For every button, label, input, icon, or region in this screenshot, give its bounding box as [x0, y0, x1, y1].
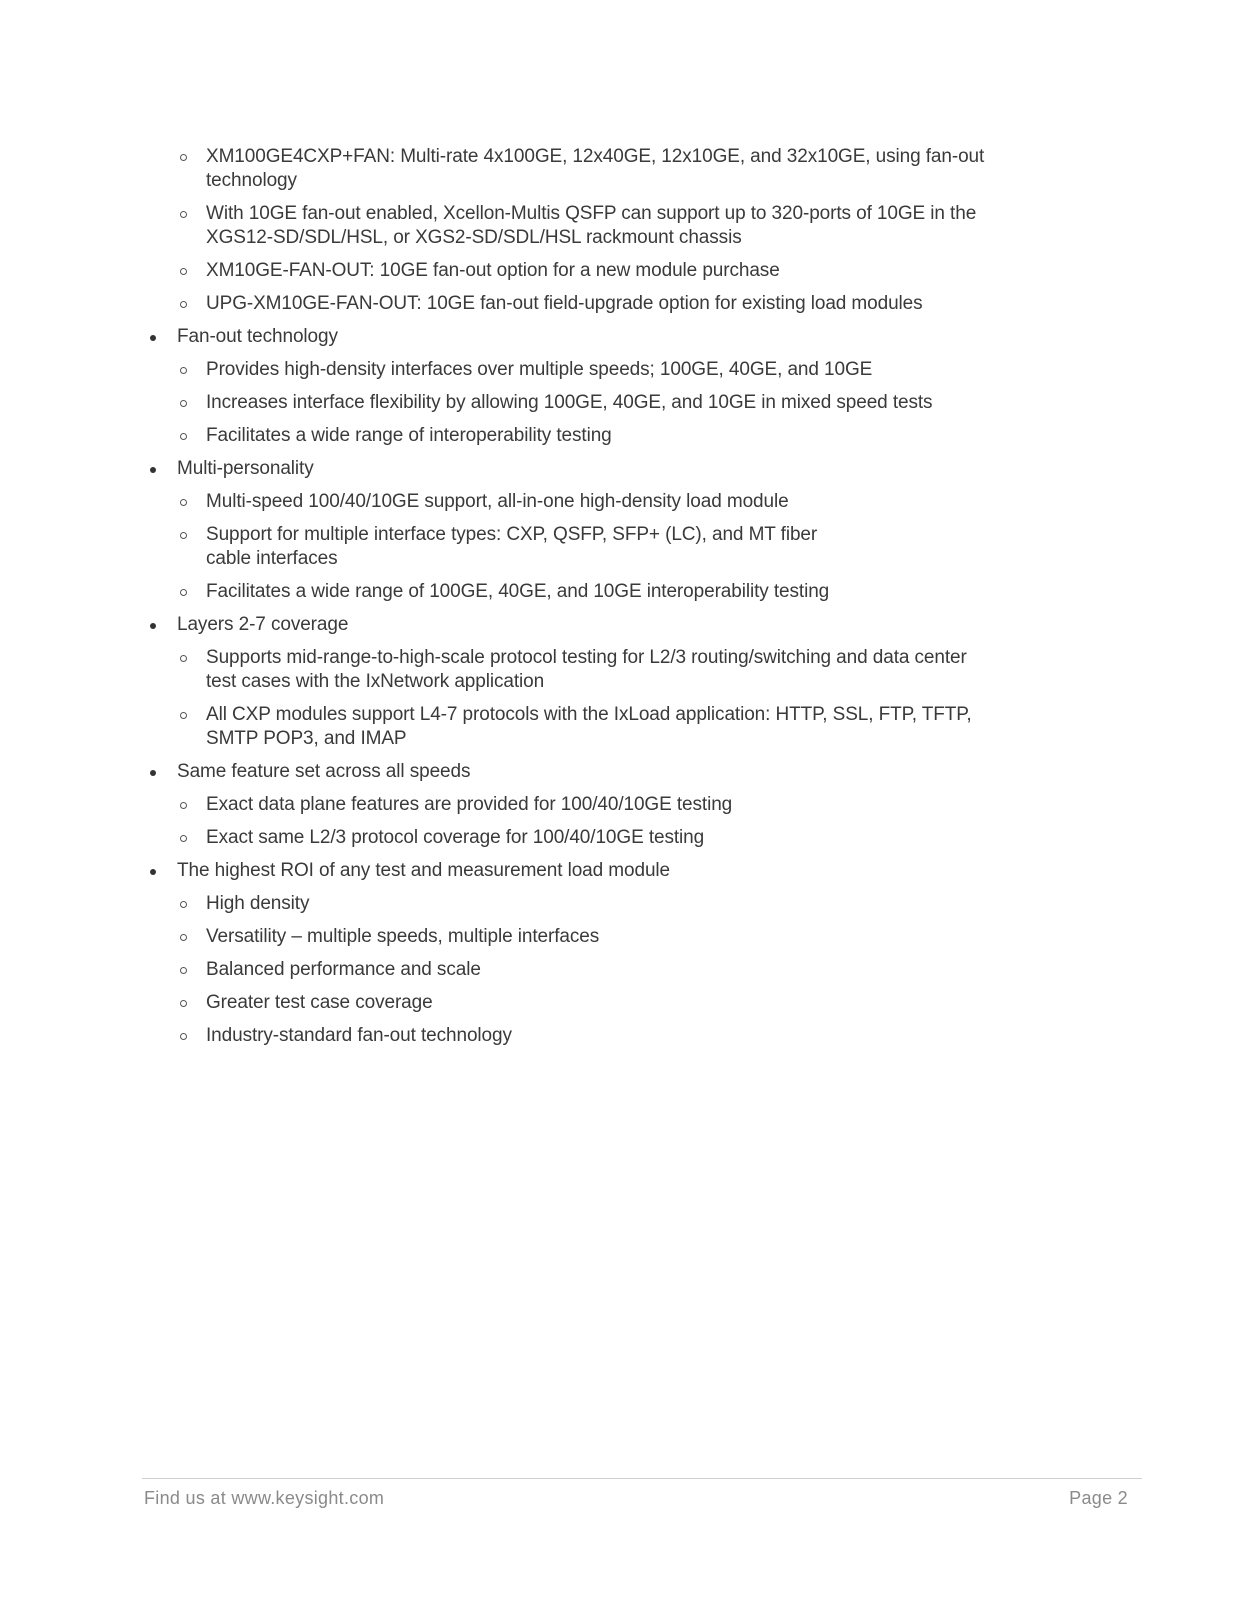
hollow-bullet-icon [180, 655, 187, 662]
list-item [0, 958, 996, 982]
list-item [0, 646, 996, 694]
list-item-text: Facilitates a wide range of 100GE, 40GE, and 10GE interoperability testing [206, 581, 830, 602]
filled-bullet-icon [150, 623, 156, 629]
list-item [0, 358, 996, 382]
filled-bullet-icon [150, 335, 156, 341]
list-item [0, 793, 996, 817]
list-item [0, 259, 996, 283]
footer-website-link[interactable]: Find us at www.keysight.com [144, 1488, 385, 1508]
hollow-bullet-icon [180, 934, 187, 941]
list-item [0, 145, 996, 193]
list-item-text: Exact same L2/3 protocol coverage for 100/40/10GE testing [206, 827, 705, 848]
list-item [0, 523, 866, 571]
list-item [0, 325, 1236, 349]
hollow-bullet-icon [180, 802, 187, 809]
list-item-text: Balanced performance and scale [206, 959, 481, 980]
list-item-text: The highest ROI of any test and measurement load module [177, 860, 670, 881]
hollow-bullet-icon [180, 1033, 187, 1040]
page-number: Page 2 [1069, 1488, 1128, 1508]
hollow-bullet-icon [180, 967, 187, 974]
list-item [0, 859, 1236, 883]
footer-divider [142, 1478, 1142, 1479]
list-item [0, 613, 1236, 637]
list-item-text: Increases interface flexibility by allowing 100GE, 40GE, and 10GE in mixed speed tests [206, 392, 933, 413]
list-item [0, 703, 996, 751]
filled-bullet-icon [150, 770, 156, 776]
hollow-bullet-icon [180, 211, 187, 218]
list-item-text: Fan-out technology [177, 326, 338, 347]
hollow-bullet-icon [180, 532, 187, 539]
list-item-text: Support for multiple interface types: CXP, QSFP, SFP+ (LC), and MT fiber cable interfaces [206, 524, 818, 569]
hollow-bullet-icon [180, 499, 187, 506]
hollow-bullet-icon [180, 400, 187, 407]
list-item-text: Supports mid-range-to-high-scale protocol testing for L2/3 routing/switching and data center test cases with the IxNetwork application [206, 647, 967, 692]
list-item [0, 391, 996, 415]
list-item-text: Layers 2-7 coverage [177, 614, 349, 635]
hollow-bullet-icon [180, 835, 187, 842]
list-item-text: XM100GE4CXP+FAN: Multi-rate 4x100GE, 12x40GE, 12x10GE, and 32x10GE, using fan-out technology [206, 146, 985, 191]
list-item-text: With 10GE fan-out enabled, Xcellon-Multis QSFP can support up to 320-ports of 10GE in the XGS12-SD/SDL/HSL, or XGS2-SD/SDL/HSL rackmount chassis [206, 203, 977, 248]
list-item-text: Facilitates a wide range of interoperability testing [206, 425, 612, 446]
list-item [0, 760, 1236, 784]
list-item-text: All CXP modules support L4-7 protocols with the IxLoad application: HTTP, SSL, FTP, TFTP, SMTP POP3, and IMAP [206, 704, 972, 749]
list-item-text: Industry-standard fan-out technology [206, 1025, 512, 1046]
list-item-text: Multi-personality [177, 458, 314, 479]
hollow-bullet-icon [180, 268, 187, 275]
list-item-text: Greater test case coverage [206, 992, 433, 1013]
list-item-text: High density [206, 893, 310, 914]
list-item-text: Exact data plane features are provided for 100/40/10GE testing [206, 794, 733, 815]
list-item [0, 826, 996, 850]
list-item [0, 892, 996, 916]
list-item-text: Multi-speed 100/40/10GE support, all-in-one high-density load module [206, 491, 789, 512]
hollow-bullet-icon [180, 901, 187, 908]
hollow-bullet-icon [180, 589, 187, 596]
hollow-bullet-icon [180, 154, 187, 161]
list-item-text: UPG-XM10GE-FAN-OUT: 10GE fan-out field-upgrade option for existing load modules [206, 293, 923, 314]
list-item [0, 1024, 996, 1048]
list-item-text: XM10GE-FAN-OUT: 10GE fan-out option for a new module purchase [206, 260, 780, 281]
hollow-bullet-icon [180, 301, 187, 308]
list-item [0, 490, 996, 514]
list-item-text: Same feature set across all speeds [177, 761, 471, 782]
hollow-bullet-icon [180, 433, 187, 440]
list-item [0, 292, 996, 316]
list-item [0, 925, 996, 949]
hollow-bullet-icon [180, 367, 187, 374]
list-item [0, 202, 996, 250]
list-item [0, 457, 1236, 481]
list-item-text: Provides high-density interfaces over multiple speeds; 100GE, 40GE, and 10GE [206, 359, 873, 380]
hollow-bullet-icon [180, 712, 187, 719]
filled-bullet-icon [150, 467, 156, 473]
hollow-bullet-icon [180, 1000, 187, 1007]
filled-bullet-icon [150, 869, 156, 875]
bullet-list [0, 145, 1236, 1048]
list-item [0, 991, 996, 1015]
list-item [0, 580, 996, 604]
list-item-text: Versatility – multiple speeds, multiple interfaces [206, 926, 600, 947]
list-item [0, 424, 996, 448]
